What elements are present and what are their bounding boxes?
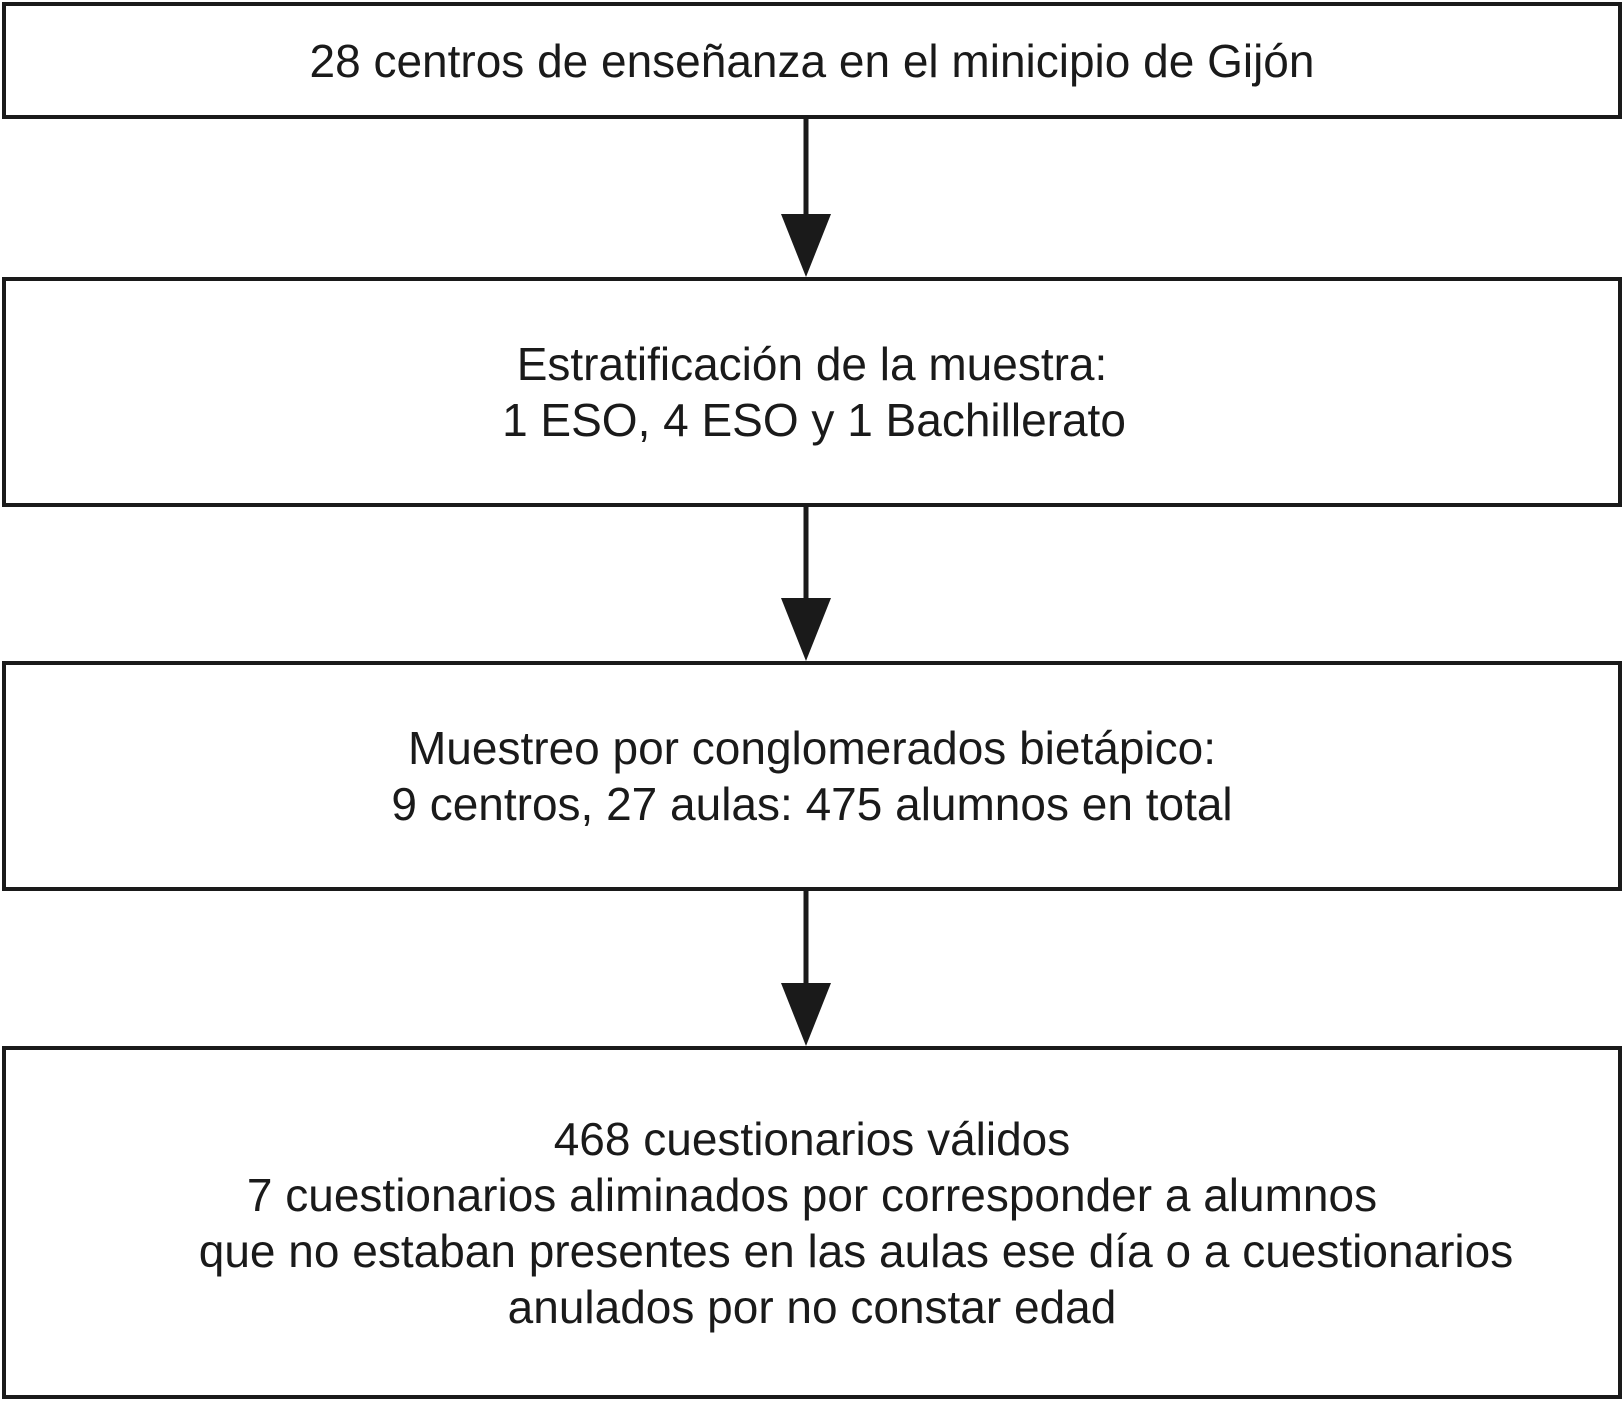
box-text-line: anulados por no constar edad [507, 1280, 1117, 1333]
arrow-head [781, 214, 831, 277]
box-text-line: Muestreo por conglomerados bietápico: [407, 722, 1216, 774]
flow-arrow-2-to-3 [781, 507, 831, 661]
flow-box-muestreo [2, 661, 1622, 891]
flow-box-estratificacion [2, 277, 1622, 507]
arrow-head [781, 598, 831, 661]
box-text-line: 1 ESO, 4 ESO y 1 Bachillerato [502, 394, 1126, 446]
box-text-line: 468 cuestionarios válidos [553, 1112, 1071, 1165]
flow-arrow-3-to-4 [781, 891, 831, 1046]
box-text-line: 28 centros de enseñanza en el minicipio de Gijón [309, 34, 1315, 87]
flow-box-centros [2, 2, 1622, 119]
box-text-line: que no estaban presentes en las aulas ese día o a cuestionarios [198, 1224, 1514, 1277]
box-text-line: Estratificación de la muestra: [516, 338, 1108, 390]
box-text-line: 9 centros, 27 aulas: 475 alumnos en total [391, 778, 1233, 830]
arrow-head [781, 983, 831, 1046]
flow-box-cuestionarios [2, 1046, 1622, 1399]
box-text-line: 7 cuestionarios aliminados por corresponder a alumnos [246, 1168, 1378, 1221]
flow-arrow-1-to-2 [781, 119, 831, 277]
